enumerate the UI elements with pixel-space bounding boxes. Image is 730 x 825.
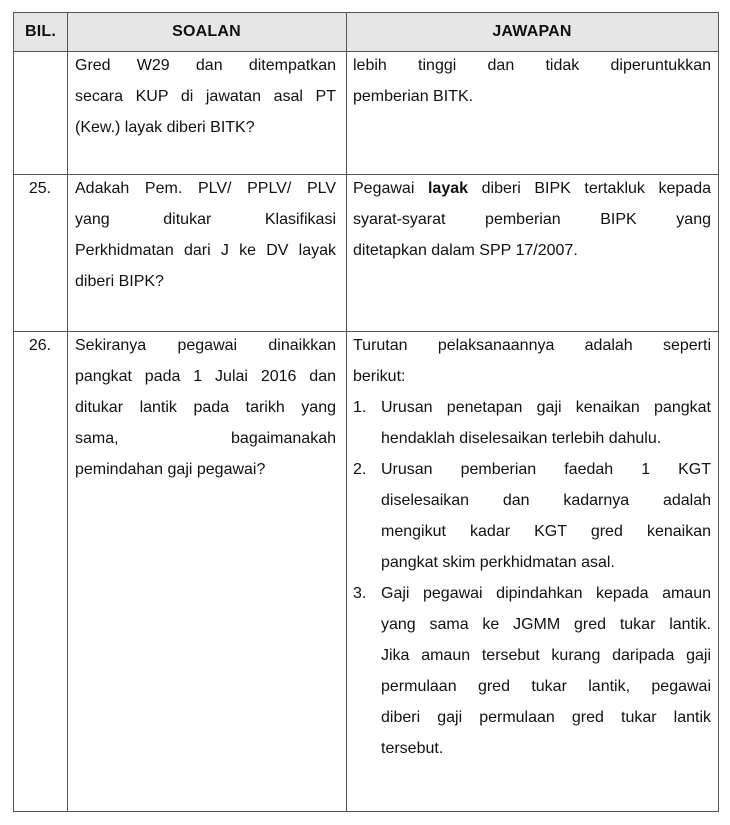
answer-line: Turutan pelaksanaannya adalah seperti — [353, 337, 711, 354]
answer-line: berikut: — [353, 368, 406, 385]
question-line: Gred W29 dan ditempatkan — [75, 57, 336, 74]
question-cell — [75, 330, 336, 485]
list-item — [353, 454, 711, 578]
list-line: hendaklah diselesaikan terlebih dahulu. — [381, 430, 662, 447]
list-line: diselesaikan dan kadarnya adalah — [381, 492, 711, 509]
list-line: mengikut kadar KGT gred kenaikan — [381, 523, 711, 540]
table-header — [14, 13, 718, 51]
list-line: Urusan pemberian faedah 1 KGT — [381, 461, 711, 478]
header-bil: BIL. — [24, 23, 57, 40]
answer-emphasis: layak — [427, 180, 469, 197]
question-line: secara KUP di jawatan asal PT — [75, 88, 336, 105]
row-number: 25. — [28, 180, 52, 197]
question-line: pangkat pada 1 Julai 2016 dan — [75, 368, 336, 385]
question-line: Adakah Pem. PLV/ PPLV/ PLV — [75, 180, 336, 197]
question-cell — [75, 173, 336, 297]
list-line: Urusan penetapan gaji kenaikan pangkat — [381, 399, 711, 416]
answer-cell — [353, 173, 711, 266]
question-line: diberi BIPK? — [75, 273, 164, 290]
column-divider — [67, 13, 68, 811]
header-jawapan: JAWAPAN — [492, 23, 572, 40]
answer-cell — [353, 330, 711, 764]
list-line: permulaan gred tukar lantik, pegawai — [381, 678, 711, 695]
list-item — [353, 578, 711, 764]
faq-table — [13, 12, 719, 812]
list-line: Jika amaun tersebut kurang daripada gaji — [381, 647, 711, 664]
answer-line — [353, 173, 711, 204]
answer-text: diberi BIPK tertakluk kepada — [468, 180, 711, 197]
header-soalan: SOALAN — [172, 23, 241, 40]
question-line: sama, bagaimanakah — [75, 430, 336, 447]
answer-cell — [353, 50, 711, 112]
list-line: diberi gaji permulaan gred tukar lantik — [381, 709, 711, 726]
question-line: (Kew.) layak diberi BITK? — [75, 119, 255, 136]
list-number: 1. — [353, 399, 367, 416]
row-number: 26. — [28, 337, 52, 354]
answer-line: pemberian BITK. — [353, 88, 474, 105]
question-line: yang ditukar Klasifikasi — [75, 211, 336, 228]
question-line: pemindahan gaji pegawai? — [75, 461, 266, 478]
question-cell — [75, 50, 336, 143]
answer-text: Pegawai — [353, 180, 428, 197]
answer-line: lebih tinggi dan tidak diperuntukkan — [353, 57, 711, 74]
list-item — [353, 392, 711, 454]
question-line: ditukar lantik pada tarikh yang — [75, 399, 336, 416]
answer-line: syarat-syarat pemberian BIPK yang — [353, 211, 711, 228]
list-line: pangkat skim perkhidmatan asal. — [381, 554, 615, 571]
list-line: Gaji pegawai dipindahkan kepada amaun — [381, 585, 711, 602]
column-divider — [346, 13, 347, 811]
question-line: Perkhidmatan dari J ke DV layak — [75, 242, 336, 259]
list-number: 3. — [353, 585, 367, 602]
question-line: Sekiranya pegawai dinaikkan — [75, 337, 336, 354]
list-line: yang sama ke JGMM gred tukar lantik. — [381, 616, 711, 633]
list-number: 2. — [353, 461, 367, 478]
answer-line: ditetapkan dalam SPP 17/2007. — [353, 242, 578, 259]
list-line: tersebut. — [381, 740, 444, 757]
